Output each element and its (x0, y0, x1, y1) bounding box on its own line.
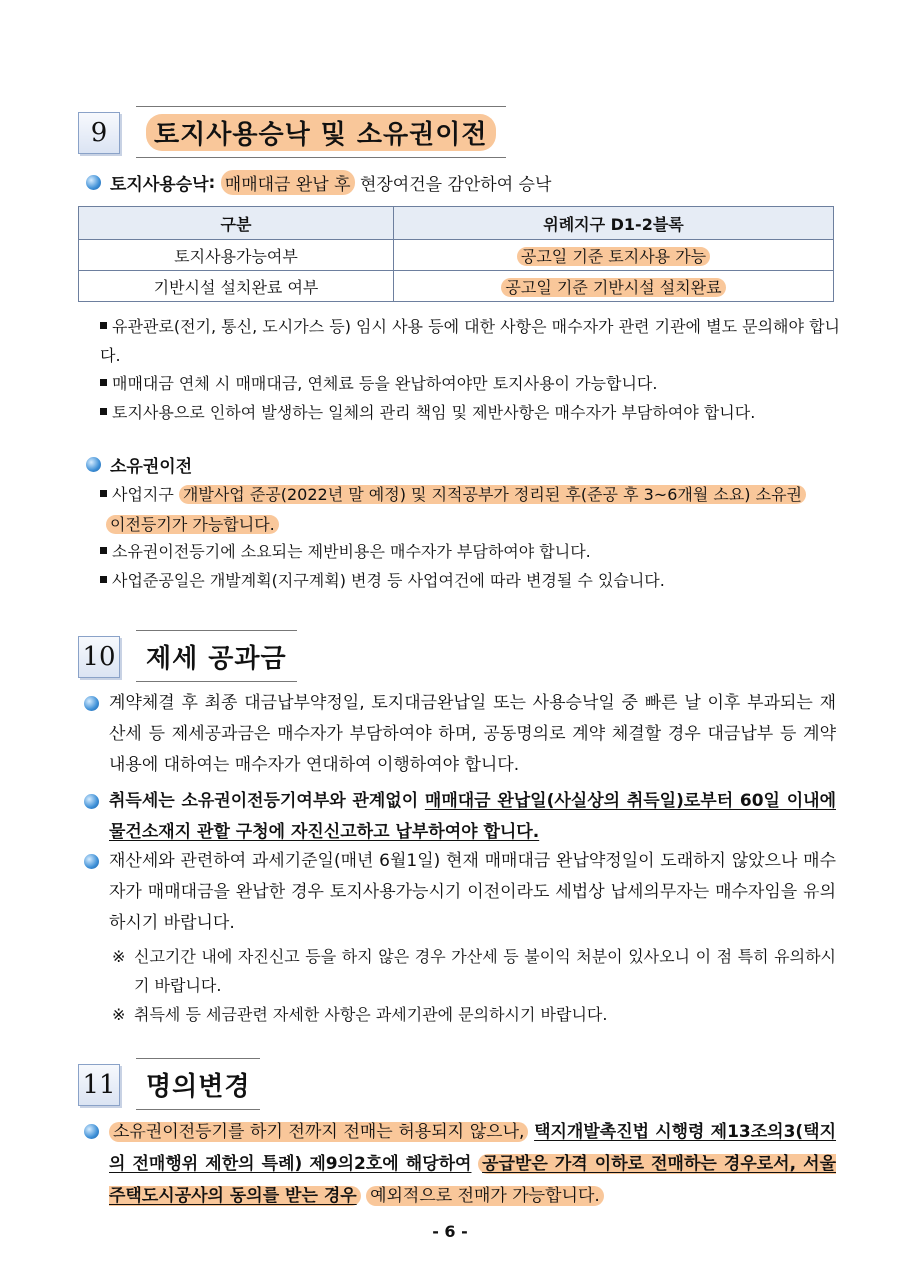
bullet-icon (84, 696, 99, 711)
paragraph: 재산세와 관련하여 과세기준일(매년 6월1일) 현재 매매대금 완납약정일이 도래하지 않았으나 매수자가 매매대금을 완납한 경우 토지사용가능시기 이전이라도 세법상 납세의무자는 매수자임을 유의하시기 바랍니다. (84, 846, 836, 939)
paragraph: 소유권이전등기를 하기 전까지 전매는 허용되지 않으나, 택지개발촉진법 시행령 제13조의3(택지의 전매행위 제한의 특례) 제9의2호에 해당하여 공급받은 가격 이하로 전매하는 경우로서, 서울주택도시공사의 동의를 받는 경우 예외적으로 전매가 가능합니다. (84, 1116, 836, 1212)
section-title: 토지사용승낙 및 소유권이전 (146, 114, 496, 151)
section-number: 11 (78, 1064, 120, 1106)
section-title-box (136, 110, 506, 154)
list-item: 소유권이전등기에 소요되는 제반비용은 매수자가 부담하여야 합니다. (100, 537, 840, 566)
list-item: 사업지구 개발사업 준공(2022년 말 예정) 및 지적공부가 정리된 후(준공 후 3~6개월 소요) 소유권 이전등기가 가능합니다. (100, 480, 840, 540)
section-number: 9 (78, 112, 120, 154)
square-bullet-icon (100, 576, 107, 583)
table-row (79, 240, 834, 271)
section-title: 제세 공과금 (146, 643, 287, 674)
section-title-box (136, 1062, 260, 1106)
section-title-box (136, 634, 297, 678)
section-number: 10 (78, 636, 120, 678)
land-use-table (78, 206, 834, 302)
list-item: 사업준공일은 개발계획(지구계획) 변경 등 사업여건에 따라 변경될 수 있습니다. (100, 566, 840, 595)
table-header-row (79, 207, 834, 240)
land-use-line (86, 170, 551, 195)
ownership-heading (86, 452, 192, 477)
section-title: 명의변경 (146, 1071, 251, 1102)
section-10-header (78, 634, 297, 678)
bullet-icon (86, 457, 101, 472)
table-cell: 토지사용가능여부 (79, 240, 394, 271)
note: ※ 취득세 등 세금관련 자세한 사항은 과세기관에 문의하시기 바랍니다. (112, 1000, 836, 1029)
bullet-icon (84, 794, 99, 809)
square-bullet-icon (100, 379, 107, 386)
list-item: 토지사용으로 인하여 발생하는 일체의 관리 책임 및 제반사항은 매수자가 부담하여야 합니다. (100, 398, 840, 427)
bullet-icon (86, 175, 101, 190)
square-bullet-icon (100, 547, 107, 554)
highlighted-text: 개발사업 준공(2022년 말 예정) 및 지적공부가 정리된 후(준공 후 3~6개월 소요) 소유권 (179, 485, 806, 504)
square-bullet-icon (100, 322, 107, 329)
table-cell (394, 271, 834, 302)
land-use-label: 토지사용승낙 (110, 175, 209, 195)
table-cell (394, 240, 834, 271)
square-bullet-icon (100, 490, 107, 497)
note: ※ 신고기간 내에 자진신고 등을 하지 않은 경우 가산세 등 불이익 처분이 있사오니 이 점 특히 유의하시기 바랍니다. (112, 942, 836, 1000)
bullet-icon (84, 854, 99, 869)
land-use-highlight: 매매대금 완납 후 (221, 170, 355, 195)
highlighted-text: 공급받은 가격 이하로 전매하는 경우로서, 서울주택도시공사의 동의를 받는 경우 (109, 1154, 836, 1206)
reference-mark: ※ (112, 1005, 126, 1024)
highlighted-value: 공고일 기준 토지사용 가능 (517, 247, 710, 266)
highlighted-value: 공고일 기준 기반시설 설치완료 (501, 278, 725, 297)
paragraph: 계약체결 후 최종 대금납부약정일, 토지대금완납일 또는 사용승낙일 중 빠른 날 이후 부과되는 재산세 등 제세공과금은 매수자가 부담하여야 하며, 공동명의로 계약 체결할 경우 대금납부 등 계약내용에 대하여는 매수자가 연대하여 이행하여야 합니다. (84, 688, 836, 781)
table-row (79, 271, 834, 302)
highlighted-text: 예외적으로 전매가 가능합니다. (366, 1186, 604, 1206)
square-bullet-icon (100, 408, 107, 415)
section-9-header (78, 110, 506, 154)
land-use-rest: 현장여건을 감안하여 승낙 (359, 175, 552, 195)
highlighted-text: 이전등기가 가능합니다. (106, 515, 279, 534)
list-item: 유관관로(전기, 통신, 도시가스 등) 임시 사용 등에 대한 사항은 매수자가 관련 기관에 별도 문의해야 합니다. (100, 317, 840, 365)
ownership-label: 소유권이전 (110, 457, 193, 477)
reference-mark: ※ (112, 947, 126, 966)
page-number: - 6 - (432, 1222, 468, 1241)
paragraph: 취득세는 소유권이전등기여부와 관계없이 매매대금 완납일(사실상의 취득일)로부터 60일 이내에 물건소재지 관할 구청에 자진신고하고 납부하여야 합니다. (84, 786, 836, 848)
table-header: 구분 (79, 207, 394, 240)
colon: : (208, 172, 216, 193)
highlighted-text: 소유권이전등기를 하기 전까지 전매는 허용되지 않으나, (109, 1122, 528, 1142)
table-header: 위례지구 D1-2블록 (394, 207, 834, 240)
table-cell: 기반시설 설치완료 여부 (79, 271, 394, 302)
bullet-icon (84, 1124, 99, 1139)
list-item: 매매대금 연체 시 매매대금, 연체료 등을 완납하여야만 토지사용이 가능합니다. (100, 369, 840, 398)
section-11-header (78, 1062, 260, 1106)
